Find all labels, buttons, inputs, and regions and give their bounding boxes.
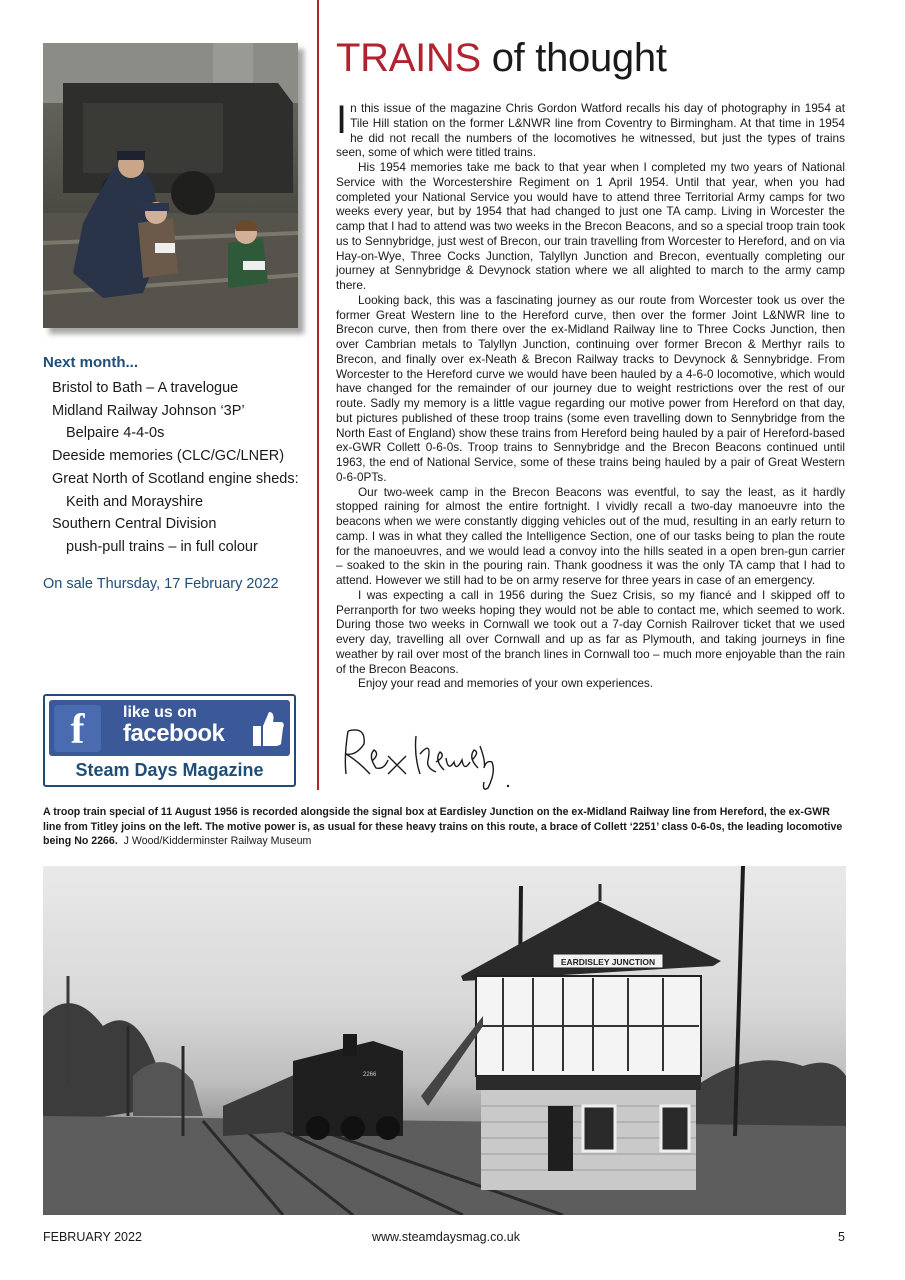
facebook-banner: [49, 700, 290, 756]
next-month-box: [43, 354, 308, 559]
next-month-item: Bristol to Bath – A travelogue: [52, 380, 239, 396]
next-month-item: Southern Central Division: [52, 516, 217, 533]
top-photo-boys-with-locomotive: [43, 43, 298, 328]
page-title: [336, 36, 667, 81]
photo-illustration: [43, 866, 846, 1215]
next-month-item: Great North of Scotland engine sheds:: [52, 470, 299, 487]
loco-number-plate: 2266: [363, 1072, 377, 1078]
editorial-article: [336, 98, 845, 691]
on-sale-date: On sale Thursday, 17 February 2022: [43, 576, 279, 592]
facebook-wordmark: facebook: [123, 720, 225, 747]
thumbs-up-icon: [249, 708, 285, 748]
photo-credit: J Wood/Kidderminster Railway Museum: [123, 835, 312, 847]
facebook-like-button[interactable]: [43, 694, 296, 787]
next-month-item: Belpaire 4-4-0s: [66, 425, 165, 442]
article-paragraph: Looking back, this was a fascinating journey as our route from Worcester took us over the former Great Western line to the Hereford curve, then over the former Joint L&NWR line to Brecon curve, then from there over the ex-Midland Railway line to Three Cocks Junction, then over Cambrian metals to Talyllyn Junction, continuing over former Brecon & Merthyr rails to Brecon, and finally over ex-Neath & Brecon Railway tracks to Devynock & Sennybridge. From Worcester to the Hereford curve we would have been hauled by a 4-6-0 locomotive, which would have changed for the remainder of our journey due to weight restrictions over the rest of our route. Sadly my memory is a little vague regarding our motive power from Hereford on that day, but pictures published of these troop trains (some even travelling down to Sennybridge from the North East of England) show these trains from Hereford being hauled by a pair of Hereford-based ex-GWR Collett 0-6-0s. Troop trains to Sennybridge and the Brecon Beacons continued until 1963, the end of National Service, some of these trains being hauled by a pair of Great Western 0-6-0PTs.: [336, 292, 845, 484]
title-rest: of thought: [480, 36, 667, 80]
column-divider: [317, 0, 319, 790]
photo-illustration: [43, 43, 298, 328]
drop-cap: I: [336, 98, 348, 142]
article-paragraph: Enjoy your read and memories of your own experiences.: [358, 676, 654, 691]
signal-box-nameboard: EARDISLEY JUNCTION: [560, 957, 656, 967]
editor-signature: [336, 716, 526, 794]
bottom-photo-signal-box: [43, 866, 846, 1215]
next-month-item: Keith and Morayshire: [66, 493, 204, 510]
photo-caption: A troop train special of 11 August 1956 is recorded alongside the signal box at Eardisley Junction on the ex-Midland Railway line from Hereford, the ex-GWR line from Titley joins on the left. The motive power is, as usual for these heavy trains on this route, a brace of Collett ‘2251’ class 0-6-0s, the leading locomotive being No 2266. J Wood/Kidderminster Railway Museum: [43, 806, 843, 847]
next-month-item: Midland Railway Johnson ‘3P’: [52, 402, 245, 419]
article-paragraph: Our two-week camp in the Brecon Beacons was eventful, to say the least, as it hardly stopped raining for almost the entire fortnight. I vividly recall a two-day manoeuvre into the beacons when we were constantly digging vehicles out of the mud, resulting in an early return to camp. I was in what they called the Intelligence Section, one of our tasks being to plan the route for the manoeuvres, and we would lead a convoy into the hills seated in a open bren-gun carrier – soaked to the skin in the pouring rain. Thank goodness it was the only TA camp that I had to attend. However we still had to be on army reserve for three years in case of an emergency.: [336, 484, 845, 587]
page-number: 5: [838, 1230, 845, 1244]
title-red-word: TRAINS: [336, 36, 481, 80]
article-paragraph: His 1954 memories take me back to that year when I completed my two years of National Service with the Worcestershire Regiment on 1 April 1954. Until that year, when you had completed your National Service you would have to attend three Territorial Army camps for two weeks every year, but by 1954 that had changed to just one TA camp. Living in Worcester the camp that I had to attend was two weeks in the Brecon Beacons, and so a special troop train took us to Sennybridge, just west of Brecon, our train travelling from Worcester to Hereford, and on via Hay-on-Wye, Three Cocks Junction, Talyllyn Junction and Brecon, eventually completing our journey at Sennybridge & Devynock station where we all alighted to march to the army camp there.: [336, 160, 845, 292]
footer-website-link[interactable]: www.steamdaysmag.co.uk: [372, 1230, 520, 1244]
footer-issue-date: FEBRUARY 2022: [43, 1230, 142, 1244]
next-month-item: Deeside memories (CLC/GC/LNER): [52, 448, 285, 465]
facebook-like-text: like us on: [123, 704, 197, 721]
article-paragraph: I was expecting a call in 1956 during the Suez Crisis, so my fiancé and I skipped off to Perranporth for two weeks hoping they would not be able to contact me, which seemed to work. During those two weeks in Cornwall we took out a 7-day Cornish Railrover ticket that we used every day, travelling all over Cornwall and up as far as Plymouth, and taking journeys in fine weather by rail over most of the branch lines in Cornwall too – much more enjoyable than the rain of the Brecon Beacons.: [336, 587, 845, 676]
next-month-heading: Next month...: [43, 354, 139, 371]
magazine-name: Steam Days Magazine: [75, 760, 264, 780]
article-paragraph: In this issue of the magazine Chris Gordon Watford recalls his day of photography in 1954 at Tile Hill station on the former L&NWR line from Coventry to Birmingham. At that time in 1954 he did not recall the numbers of the locomotives he witnessed, but just the types of trains seen, some of which were titled trains.: [336, 98, 845, 160]
next-month-item: push-pull trains – in full colour: [66, 538, 258, 555]
facebook-f-icon: f: [54, 705, 101, 752]
